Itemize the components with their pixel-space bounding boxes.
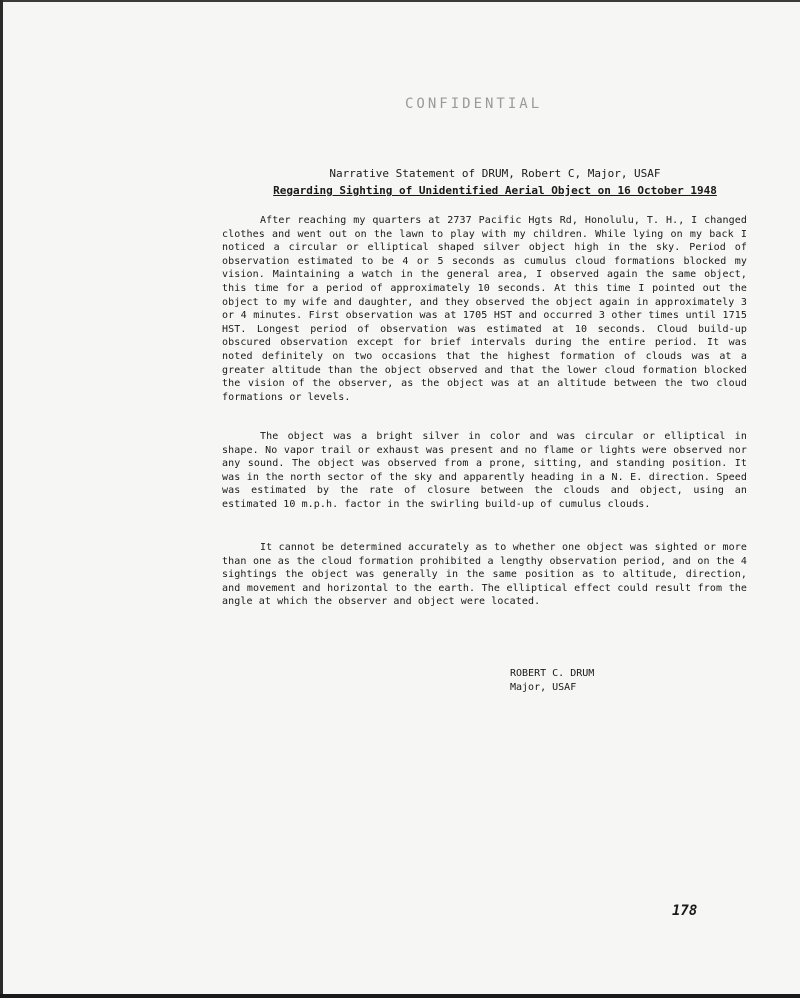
- page-number: 178: [672, 903, 698, 919]
- title-line-1: Narrative Statement of DRUM, Robert C, Major, USAF: [329, 167, 661, 180]
- signature-name: ROBERT C. DRUM: [510, 668, 595, 679]
- page-edge-bottom: [0, 994, 800, 998]
- paragraph-text: The object was a bright silver in color and was circular or elliptical in shape. No vapor trail or exhaust was present and no flame or lights were observed nor any sound. The object was observed from a prone, sitting, and standing position. It was in the north sector of the sky and apparently heading in a N. E. direction. Speed was estimated by the rate of closure between the clouds and object, using an estimated 10 m.p.h. factor in the swirling build-up of cumulus clouds.: [222, 431, 747, 510]
- signature-block: [510, 667, 594, 695]
- paragraph-text: It cannot be determined accurately as to whether one object was sighted or more than one as the cloud formation prohibited a lengthy observation period, and on the 4 sightings the object was generally in the same position as to altitude, direction, and movement and horizontal to the earth. The elliptical effect could result from the angle at which the observer and object were located.: [222, 542, 747, 608]
- paragraph-text: After reaching my quarters at 2737 Pacific Hgts Rd, Honolulu, T. H., I changed clothes and went out on the lawn to play with my children. While lying on my back I noticed a circular or elliptical shaped silver object high in the sky. Period of observation estimated to be 4 or 5 seconds as cumulus cloud formations blocked my vision. Maintaining a watch in the general area, I observed again the same object, this time for a period of approximately 10 seconds. At this time I pointed out the object to my wife and daughter, and they observed the object again in approximately 3 or 4 minutes. First observation was at 1705 HST and occurred 3 other times until 1715 HST. Longest period of observation was estimated at 10 seconds. Cloud build-up obscured observation except for brief intervals during the entire period. It was noted definitely on two occasions that the highest formation of clouds was at a greater altitude than the object observed and that the lower cloud formation blocked the vision of the observer, as the object was at an altitude between the two cloud formations or levels.: [222, 215, 747, 403]
- page-edge-left: [0, 0, 3, 998]
- classification-marking: CONFIDENTIAL: [405, 96, 543, 112]
- page-edge-top: [0, 0, 800, 2]
- document-title: [270, 165, 720, 199]
- paragraph-3: [222, 541, 747, 609]
- signature-rank: Major, USAF: [510, 682, 577, 693]
- paragraph-2: [222, 430, 747, 512]
- title-line-2: Regarding Sighting of Unidentified Aerial Object on 16 October 1948: [273, 184, 717, 197]
- paragraph-1: [222, 214, 747, 404]
